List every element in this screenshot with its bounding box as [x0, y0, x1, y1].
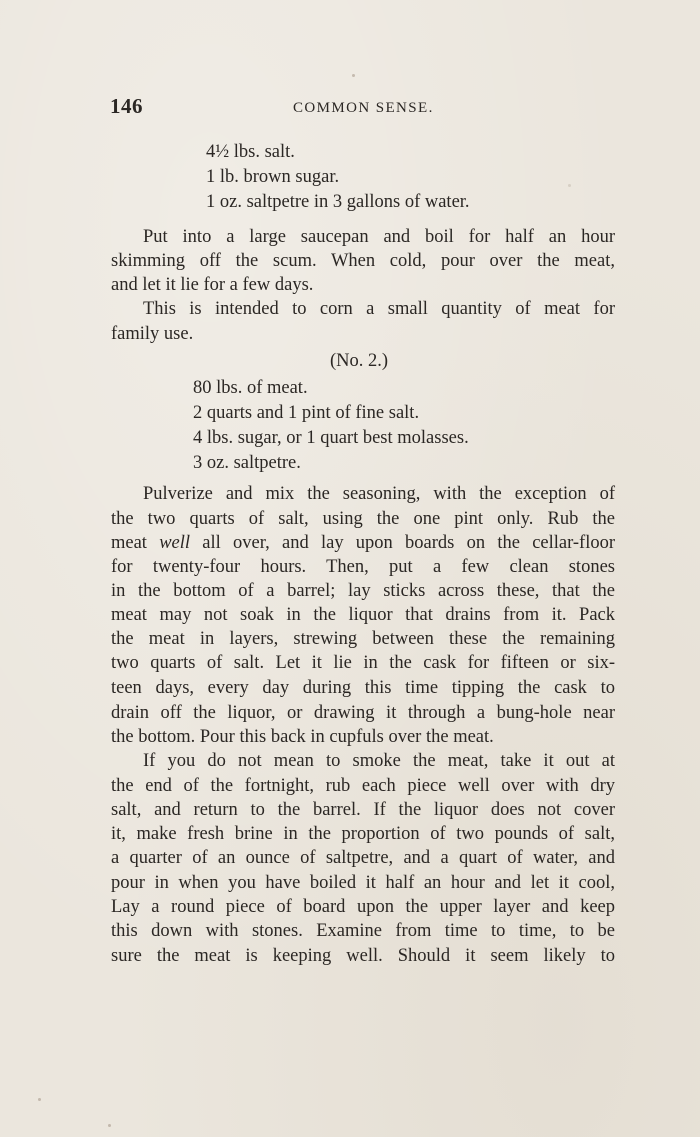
ingredient-line: 2 quarts and 1 pint of fine salt.	[193, 403, 420, 423]
ingredient-line: 4½ lbs. salt.	[206, 142, 295, 162]
paragraph-line: and let it lie for a few days.	[111, 275, 314, 295]
italic-word: well	[159, 533, 191, 553]
recipe-subheading-text: (No. 2.)	[329, 351, 389, 371]
paragraph-line: Pulverize and mix the seasoning, with the exception of	[143, 484, 615, 504]
paragraph-line: the bottom. Pour this back in cupfuls over the meat.	[111, 727, 494, 747]
paragraph-line: it, make fresh brine in the proportion of two pounds of salt,	[111, 824, 615, 844]
paragraph-line: Put into a large saucepan and boil for half an hour	[143, 227, 615, 247]
paragraph-line: this down with stones. Examine from time to time, to be	[111, 921, 615, 941]
paragraph-line: drain off the liquor, or drawing it through a bung-hole near	[111, 703, 615, 723]
paper-speck	[352, 74, 355, 77]
paragraph-line	[111, 532, 615, 554]
page-number: 146	[110, 94, 143, 118]
paragraph-line: the two quarts of salt, using the one pint only. Rub the	[111, 509, 615, 529]
text-run: meat	[111, 533, 147, 553]
paragraph-line: pour in when you have boiled it half an hour and let it cool,	[111, 873, 615, 893]
paragraph-line: the meat in layers, strewing between these the remaining	[111, 629, 615, 649]
ingredient-line: 80 lbs. of meat.	[193, 378, 308, 398]
paragraph-line: salt, and return to the barrel. If the liquor does not cover	[111, 800, 615, 820]
paragraph-line: two quarts of salt. Let it lie in the cask for fifteen or six-	[111, 653, 615, 673]
paragraph-line: This is intended to corn a small quantity of meat for	[143, 299, 615, 319]
paper-speck	[38, 1098, 41, 1101]
paragraph-line: Lay a round piece of board upon the upper layer and keep	[111, 897, 615, 917]
paper-speck	[568, 184, 571, 187]
paragraph-line: for twenty-four hours. Then, put a few clean stones	[111, 557, 615, 577]
paragraph-line: a quarter of an ounce of saltpetre, and a quart of water, and	[111, 848, 615, 868]
paragraph-line: sure the meat is keeping well. Should it seem likely to	[111, 946, 615, 966]
ingredient-line: 4 lbs. sugar, or 1 quart best molasses.	[193, 428, 469, 448]
recipe-subheading	[111, 350, 615, 372]
paragraph-line: the end of the fortnight, rub each piece well over with dry	[111, 776, 615, 796]
running-head: COMMON SENSE.	[293, 100, 434, 116]
ingredient-line: 1 lb. brown sugar.	[206, 167, 340, 187]
ingredient-line: 1 oz. saltpetre in 3 gallons of water.	[206, 192, 470, 212]
paragraph-line: in the bottom of a barrel; lay sticks across these, that the	[111, 581, 615, 601]
paragraph-line: family use.	[111, 324, 194, 344]
paper-speck	[108, 1124, 111, 1127]
ingredient-line: 3 oz. saltpetre.	[193, 453, 301, 473]
paragraph-line: meat may not soak in the liquor that drains from it. Pack	[111, 605, 615, 625]
paragraph-line: skimming off the scum. When cold, pour over the meat,	[111, 251, 615, 271]
paragraph-line: If you do not mean to smoke the meat, take it out at	[143, 751, 615, 771]
text-run: all over, and lay upon boards on the cellar-floor	[202, 533, 616, 553]
paragraph-line: teen days, every day during this time tipping the cask to	[111, 678, 615, 698]
